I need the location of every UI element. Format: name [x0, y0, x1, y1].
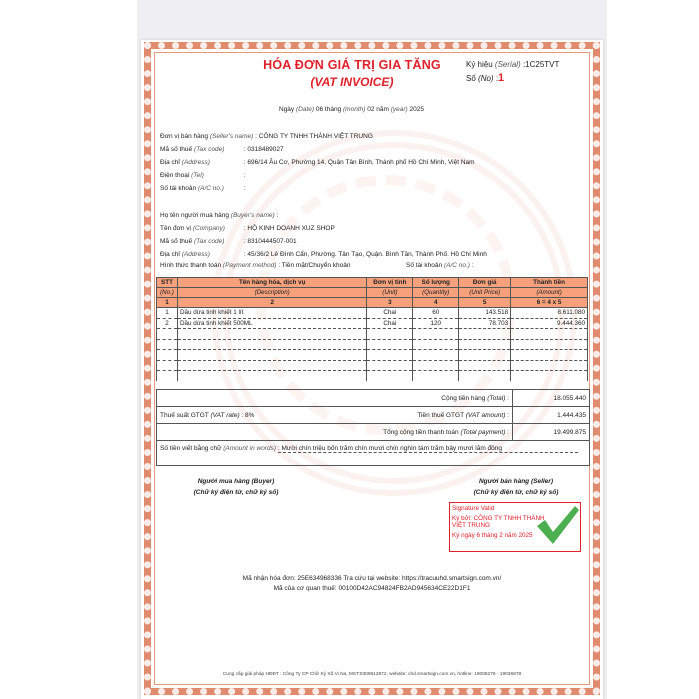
empty-row: [157, 329, 588, 340]
col-header-en: (Quantity): [413, 288, 459, 298]
invoice-number-field: Số (No) :1: [466, 72, 505, 84]
seller-tax-label-en: (Tax code): [193, 146, 225, 153]
seller-tax-label: Mã số thuế: [160, 146, 193, 153]
payment-label-en: (Payment method): [222, 262, 277, 269]
seller-phone-label-en: (Tel): [191, 172, 204, 179]
buyer-name-row: [160, 212, 278, 219]
buyer-account-label: Số tài khoản: [406, 262, 443, 269]
col-header-en: (Description): [177, 288, 366, 298]
row-no: 2: [157, 318, 178, 329]
buyer-address-row: [160, 251, 487, 258]
col-header: Số lượng: [413, 278, 459, 288]
seller-address: : 696/14 Âu Cơ, Phường 14, Quận Tân Bình, Thành phố Hồ Chí Minh, Việt Nam: [243, 159, 475, 166]
year-label-en: (year): [390, 106, 408, 113]
col-number: 3: [367, 298, 413, 308]
words-label: Số tiền viết bằng chữ: [160, 445, 222, 452]
buyer-name-label: Họ tên người mua hàng: [160, 212, 229, 219]
seller-account: :: [243, 185, 246, 192]
seller-name-row: [160, 133, 373, 140]
buyer-account-label-en: (A/C no.): [443, 262, 470, 269]
subtotal-label: Cộng tiền hàng: [441, 394, 486, 402]
buyer-address-label-en: (Address): [181, 251, 210, 258]
col-number: 4: [413, 298, 459, 308]
vat-amount-label-en: (VAT amount): [465, 411, 506, 419]
seller-address-label-en: (Address): [181, 159, 210, 166]
seller-tax-code: : 0318489027: [243, 146, 284, 153]
lookup-code: Mã nhận hóa đơn: 25E634968336 Tra cứu tại website: https://tracuuhd.smartsign.com.vn/: [242, 575, 502, 582]
seller-account-label: Số tài khoản: [160, 185, 197, 192]
empty-row: [157, 360, 588, 371]
invoice-number: 1: [498, 72, 505, 84]
col-header: Thành tiền: [511, 278, 588, 288]
no-label-en: (No): [478, 74, 494, 83]
checkmark-icon: [531, 500, 581, 550]
buyer-address-label: Địa chỉ: [160, 251, 180, 258]
buyer-address: : 45/36/2 Lê Đình Cẩn, Phường. Tân Tạo, Quận. Bình Tân, Thành Phố. Hồ Chí Minh: [243, 251, 487, 258]
vat-rate-label: Thuế suất GTGT: [160, 411, 209, 419]
seller-phone: :: [243, 172, 246, 179]
tax-authority-code: Mã của cơ quan thuế: 00100D42AC94824FB2AD945634CE22D1F1: [273, 585, 471, 592]
empty-row: [157, 371, 588, 381]
day-label-en: (Date): [296, 106, 315, 113]
buyer-tax-code: : 8310444507-001: [243, 238, 297, 245]
words-label-en: (Amount in words): [223, 445, 277, 452]
col-number: 1: [157, 298, 178, 308]
payment-method: : Tiền mặt/Chuyển khoản: [278, 262, 351, 269]
month-label: tháng: [324, 106, 342, 113]
subtotal-label-en: (Total): [487, 394, 506, 402]
seller-account-row: [160, 185, 246, 192]
empty-row: [157, 339, 588, 350]
buyer-sign-sub: (Chữ ký điện tử, chữ ký số): [193, 489, 279, 496]
seller-name: : CÔNG TY TNHH THÀNH VIỆT TRUNG: [255, 133, 373, 140]
serial-field: [466, 60, 559, 69]
vat-row: Thuế suất GTGT (VAT rate) : 8% Tiền thuế GTGT (VAT amount) : 1.444.435: [157, 406, 589, 423]
buyer-name-label-en: (Buyer's name): [230, 212, 275, 219]
row-price: 78.703: [459, 318, 511, 329]
col-header: Đơn vị tính: [367, 278, 413, 288]
payment-label: Hình thức thanh toán: [160, 262, 222, 269]
empty-row: [157, 350, 588, 361]
col-header-en: (Unit): [367, 288, 413, 298]
header-row-en: [157, 288, 588, 298]
subtotal-value: 18.055.440: [512, 390, 589, 406]
col-header-en: (Amount): [511, 288, 588, 298]
serial-value: :1C25TVT: [522, 60, 560, 69]
seller-account-label-en: (A/C no.): [197, 185, 224, 192]
amount-in-words: : Mười chín triệu bốn trăm chín mươi chín nghìn tám trăm bảy mươi lăm đồng: [278, 445, 578, 453]
grand-total-row: Tổng cộng tiền thanh toán (Total payment) : 19.499.875: [157, 423, 589, 440]
day-value: 06: [315, 106, 324, 113]
seller-address-row: [160, 159, 475, 166]
table-row: [157, 308, 588, 319]
vat-rate-label-en: (VAT rate): [210, 411, 240, 419]
totals-section: [156, 389, 590, 466]
col-number: 6 = 4 x 5: [511, 298, 588, 308]
year-value: 2025: [409, 106, 425, 113]
invoice-date: [279, 106, 424, 113]
col-number: 5: [459, 298, 511, 308]
row-no: 1: [157, 308, 178, 319]
day-label: Ngày: [279, 106, 295, 113]
seller-name-label: Đơn vị bán hàng: [160, 133, 208, 140]
buyer-account: :: [471, 262, 474, 269]
serial-label-en: (Serial): [494, 60, 521, 69]
invoice-title: HÓA ĐƠN GIÁ TRỊ GIA TĂNG: [263, 58, 441, 72]
row-price: 143.518: [459, 308, 511, 319]
seller-tax-row: [160, 146, 284, 153]
items-table: [156, 277, 588, 381]
amount-in-words-row: [157, 440, 589, 465]
serial-label: Ký hiệu: [466, 60, 493, 69]
footer-provider: Cung cấp giải pháp HĐĐT : Công Ty CP Chữ Ký Số Vi Na, MST:0309612872, website: chd.smartsign.com.vn, hotline: 19006276 - 19036878: [222, 672, 522, 677]
no-label: Số: [466, 74, 476, 83]
col-number: 2: [177, 298, 366, 308]
header-row-vi: [157, 278, 588, 288]
seller-phone-row: [160, 172, 246, 179]
buyer-company-label: Tên đơn vị: [160, 225, 191, 232]
buyer-company-label-en: (Company): [192, 225, 225, 232]
buyer-account-row: [406, 262, 474, 269]
vat-amount-value: 1.444.435: [512, 407, 589, 423]
col-header-en: (No.): [157, 288, 178, 298]
buyer-tax-label: Mã số thuế: [160, 238, 193, 245]
subtotal-row: Cộng tiền hàng (Total) : 18.055.440: [157, 389, 589, 406]
buyer-name: :: [276, 212, 279, 219]
month-value: 02: [367, 106, 375, 113]
col-header: Tên hàng hóa, dịch vụ: [177, 278, 366, 288]
invoice-subtitle: (VAT INVOICE): [310, 75, 394, 89]
grand-total-label: Tổng cộng tiền thanh toán: [383, 428, 459, 436]
seller-sign-sub: (Chữ ký điện tử, chữ ký số): [473, 489, 559, 496]
signed-date: Ký ngày 6 tháng 2 năm 2025: [452, 532, 533, 539]
row-unit: Chai: [367, 308, 413, 319]
row-unit: Chai: [367, 318, 413, 329]
month-label-en: (month): [343, 106, 366, 113]
invoice-page: [141, 40, 603, 699]
col-header-en: (Unit Price): [459, 288, 511, 298]
grand-total-label-en: (Total payment): [460, 428, 506, 436]
seller-name-label-en: (Seller's name): [209, 133, 254, 140]
row-desc: Dầu dừa tinh khiết 500ML: [177, 318, 366, 329]
row-qty: 60: [413, 308, 459, 319]
col-header: Đơn giá: [459, 278, 511, 288]
vat-rate: : 8%: [241, 411, 255, 419]
row-amount: 8.611.080: [511, 308, 588, 319]
header-row-num: [157, 298, 588, 308]
grand-total-value: 19.499.875: [512, 424, 589, 440]
buyer-company-row: [160, 225, 335, 232]
seller-sign-title: Người bán hàng (Seller): [478, 478, 553, 485]
buyer-sign-title: Người mua hàng (Buyer): [197, 478, 275, 485]
buyer-tax-row: [160, 238, 297, 245]
year-label: năm: [376, 106, 389, 113]
buyer-payment-row: [160, 262, 350, 269]
seller-address-label: Địa chỉ: [160, 159, 180, 166]
row-desc: Dầu dừa tinh khiết 1 lít: [177, 308, 366, 319]
buyer-company: : HỘ KINH DOANH XUZ SHOP: [243, 225, 335, 232]
row-qty: 120: [413, 318, 459, 329]
seller-phone-label: Điện thoại: [160, 172, 190, 179]
vat-amount-label: Tiền thuế GTGT: [417, 411, 464, 419]
signature-valid: Signature Valid: [452, 505, 495, 512]
buyer-tax-label-en: (Tax code): [193, 238, 225, 245]
row-amount: 9.444.360: [511, 318, 588, 329]
table-row: [157, 318, 588, 329]
col-header: STT: [157, 278, 178, 288]
signed-by: Ký bởi: CÔNG TY TNHH THÀNH VIỆT TRUNG: [452, 515, 545, 529]
